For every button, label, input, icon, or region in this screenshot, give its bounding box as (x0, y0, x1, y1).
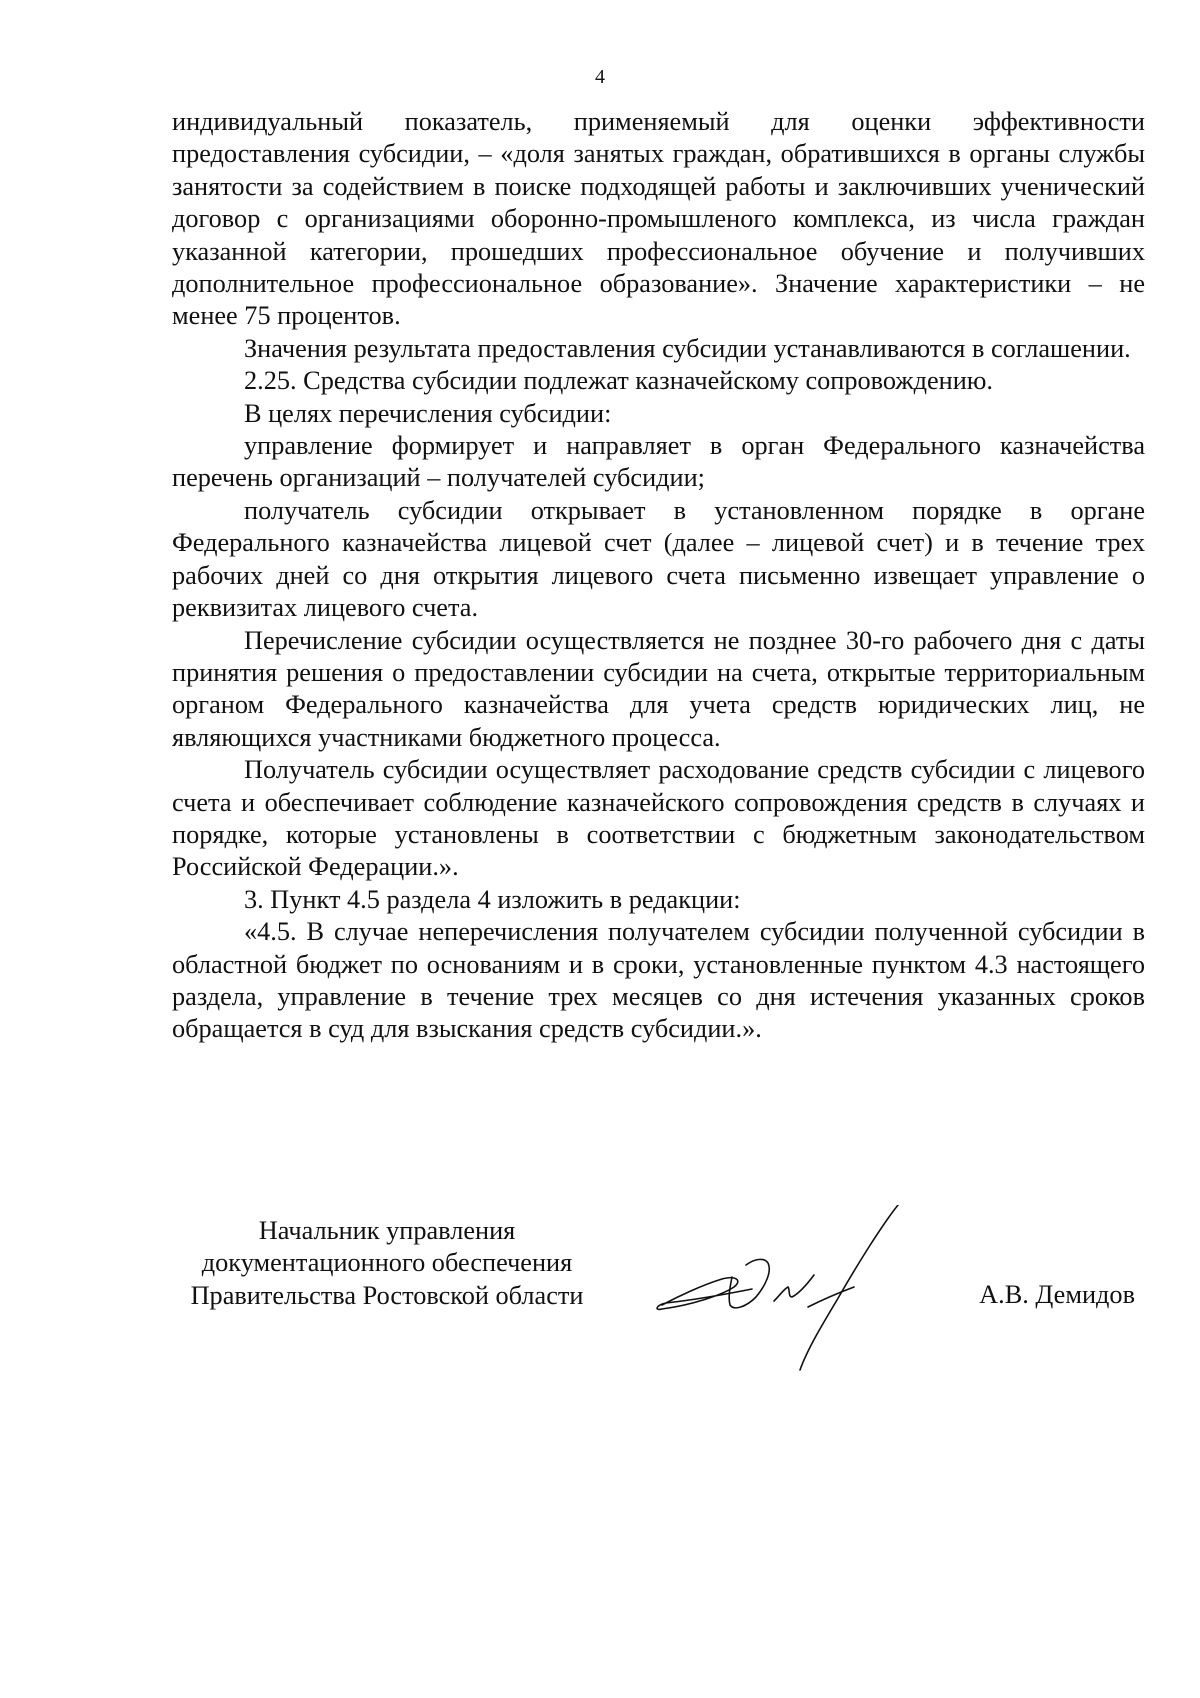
page-number: 4 (595, 66, 605, 88)
paragraph-treasury-support: 2.25. Средства субсидии подлежат казначейскому сопровождению. (244, 366, 993, 396)
signatory-name: А.В. Демидов (979, 1280, 1135, 1309)
paragraph-department-list: управление формирует и направляет в орган Федерального казначейства перечень организаций – получателей субсидии; (172, 431, 1145, 493)
signatory-title-line-3: Правительства Ростовской области (190, 1280, 584, 1310)
paragraph-result-values: Значения результата предоставления субсидии устанавливаются в соглашении. (244, 333, 1131, 363)
handwritten-signature (642, 1205, 902, 1375)
paragraph-spending-rules: Получатель субсидии осуществляет расходование средств субсидии с лицевого счета и обеспечивает соблюдение казначейского сопровождения средств в случаях и порядке, которые установлены в соответствии с бюджетным законодательством Российской Федерации.». (172, 755, 1145, 882)
paragraph-amendment-clause: 3. Пункт 4.5 раздела 4 изложить в редакции: (244, 884, 741, 914)
signature-block (172, 1215, 1145, 1375)
signatory-title (172, 1215, 602, 1312)
signatory-title-line-2: документационного обеспечения (201, 1248, 573, 1278)
paragraph-transfer-deadline: Перечисление субсидии осуществляется не позднее 30-го рабочего дня с даты принятия решения о предоставлении субсидии на счета, открытые территориальным органом Федерального казначейства для учета средств юридических лиц, не являющихся участниками бюджетного процесса. (172, 625, 1145, 752)
paragraph-recipient-account: получатель субсидии открывает в установленном порядке в органе Федерального казначейства лицевой счет (далее – лицевой счет) и в течение трех рабочих дней со дня открытия лицевого счета письменно извещает управление о реквизитах лицевого счета. (172, 495, 1145, 623)
paragraph-transfer-purpose: В целях перечисления субсидии: (244, 398, 612, 428)
paragraph-clause-4-5: «4.5. В случае неперечисления получателем субсидии полученной субсидии в областной бюджет по основаниям и в сроки, установленные пунктом 4.3 настоящего раздела, управление в течение трех месяцев со дня истечения указанных сроков обращается в суд для взыскания средств субсидии.». (172, 917, 1145, 1044)
paragraph-indicator-description: индивидуальный показатель, применяемый для оценки эффективности предоставления субсидии, – «доля занятых граждан, обратившихся в органы службы занятости за содействием в поиске подходящей работы и заключивших ученический договор с организациями оборонно-промышленого комплекса, из числа граждан указанной категории, прошедших профессиональное обучение и получивших дополнительное профессиональное образование». Значение характеристики – не менее 75 процентов. (172, 107, 1145, 331)
signatory-title-line-1: Начальник управления (258, 1216, 516, 1245)
document-body (172, 106, 1145, 1046)
